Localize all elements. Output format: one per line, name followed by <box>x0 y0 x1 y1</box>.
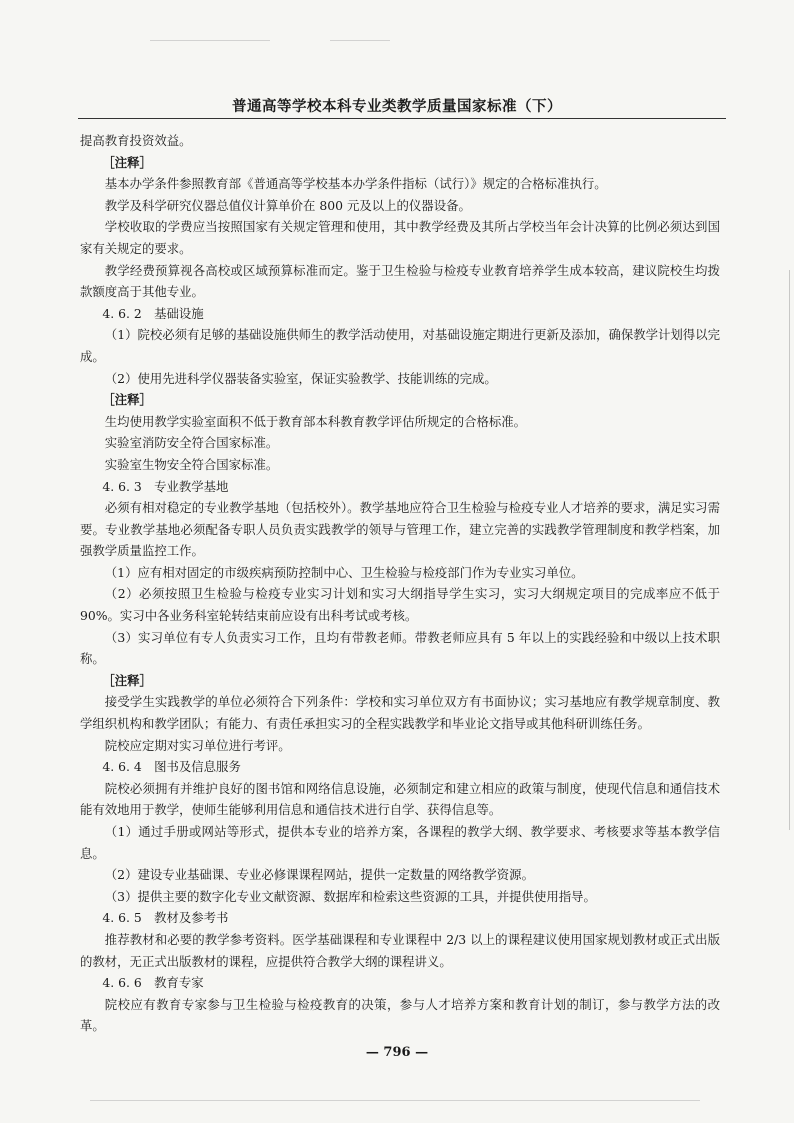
paragraph: 接受学生实践教学的单位必须符合下列条件：学校和实习单位双方有书面协议；实习基地应有教学规章制度、教学组织机构和教学团队；有能力、有责任承担实习的全程实践教学和毕业论文指导或其他科研训练任务。 <box>80 694 720 732</box>
paragraph: 教学经费预算视各高校或区域预算标准而定。鉴于卫生检验与检疫专业教育培养学生成本较高，建议院校生均拨款额度高于其他专业。 <box>80 262 720 300</box>
paragraph: 实验室消防安全符合国家标准。 <box>104 435 279 451</box>
paragraph: 提高教育投资效益。 <box>80 133 192 148</box>
section-heading: 4. 6. 4 图书及信息服务 <box>102 759 241 775</box>
note-heading: ［注释］ <box>102 672 152 688</box>
paragraph: （2）建设专业基础课、专业必修课课程网站，提供一定数量的网络教学资源。 <box>104 867 534 883</box>
paragraph: （2）必须按照卫生检验与检疫专业实习计划和实习大纲指导学生实习，实习大纲规定项目的完成率应不低于 90%。实习中各业务科室轮转结束前应设有出科考试或考核。 <box>80 586 720 624</box>
paragraph: （2）使用先进科学仪器装备实验室，保证实验教学、技能训练的完成。 <box>104 370 497 386</box>
paragraph: （1）应有相对固定的市级疾病预防控制中心、卫生检验与检疫部门作为专业实习单位。 <box>104 564 584 580</box>
note-heading: ［注释］ <box>102 154 152 170</box>
header-rule <box>78 118 726 119</box>
body-text <box>80 130 720 1037</box>
scan-mark <box>150 40 270 41</box>
paragraph: 学校收取的学费应当按照国家有关规定管理和使用，其中教学经费及其所占学校当年会计决算的比例必须达到国家有关规定的要求。 <box>80 219 720 256</box>
scan-edge <box>789 270 790 830</box>
scan-mark <box>330 40 390 41</box>
paragraph: （1）通过手册或网站等形式，提供本专业的培养方案，各课程的教学大纲、教学要求、考核要求等基本教学信息。 <box>80 824 720 861</box>
paragraph: 教学及科学研究仪器总值仪计算单价在 800 元及以上的仪器设备。 <box>104 197 471 213</box>
note-heading: ［注释］ <box>102 392 152 408</box>
section-heading: 4. 6. 3 专业教学基地 <box>102 478 229 494</box>
paragraph: 院校应有教育专家参与卫生检验与检疫教育的决策，参与人才培养方案和教育计划的制订，参与教学方法的改革。 <box>80 996 720 1034</box>
running-header: 普通高等学校本科专业类教学质量国家标准（下） <box>232 99 562 115</box>
paragraph: （3）实习单位有专人负责实习工作，且均有带教老师。带教老师应具有 5 年以上的实践经验和中级以上技术职称。 <box>80 629 720 667</box>
paragraph: 院校应定期对实习单位进行考评。 <box>104 737 291 753</box>
paragraph: 推荐教材和必要的教学参考资料。医学基础课程和专业课程中 2/3 以上的课程建议使用国家规划教材或正式出版的教材，无正式出版教材的课程，应提供符合教学大纲的课程讲义。 <box>80 931 720 969</box>
section-heading: 4. 6. 6 教育专家 <box>102 975 204 991</box>
paragraph: 院校必须拥有并维护良好的图书馆和网络信息设施，必须制定和建立相应的政策与制度，使现代信息和通信技术能有效地用于教学，使师生能够利用信息和通信技术进行自学、获得信息等。 <box>80 780 720 818</box>
paragraph: （3）提供主要的数字化专业文献资源、数据库和检索这些资源的工具，并提供使用指导。 <box>104 888 596 904</box>
paragraph: 生均使用教学实验室面积不低于教育部本科教育教学评估所规定的合格标准。 <box>104 413 527 429</box>
paragraph: 必须有相对稳定的专业教学基地（包括校外）。教学基地应符合卫生检验与检疫专业人才培养的要求，满足实习需要。专业教学基地必须配备专职人员负责实践教学的领导与管理工作，建立完善的实践教学管理制度和教学档案，加强教学质量监控工作。 <box>80 500 720 559</box>
paragraph: 实验室生物安全符合国家标准。 <box>104 456 279 472</box>
paragraph: （1）院校必须有足够的基础设施供师生的教学活动使用，对基础设施定期进行更新及添加，确保教学计划得以完成。 <box>80 327 720 364</box>
scan-mark <box>90 1100 700 1101</box>
section-heading: 4. 6. 5 教材及参考书 <box>102 910 229 926</box>
paragraph: 基本办学条件参照教育部《普通高等学校基本办学条件指标（试行）》规定的合格标准执行。 <box>104 176 607 192</box>
section-heading: 4. 6. 2 基础设施 <box>102 305 204 321</box>
page-number: — 796 — <box>365 1045 429 1060</box>
